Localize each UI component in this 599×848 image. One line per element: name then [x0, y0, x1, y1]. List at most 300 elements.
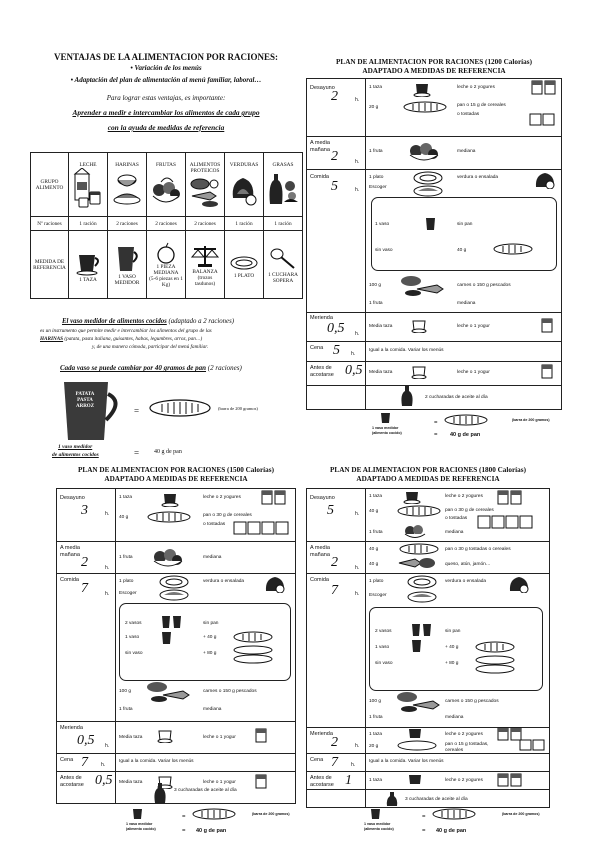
measure-header-label: MEDIDA DE REFERENCIA — [33, 258, 66, 271]
item-igual-comida: Igual a la comida. Variar los menús — [119, 759, 194, 764]
item-leche-yogures: leche o 2 yogures — [445, 494, 483, 499]
item-sin-vaso: sin vaso — [375, 248, 393, 253]
group-verduras-label: VERDURAS — [229, 161, 259, 168]
cup-icon — [161, 491, 181, 507]
plan-1500-panel — [56, 466, 296, 838]
plate-icon — [159, 575, 189, 589]
plan-1200-subtitle: ADAPTADO A MEDIDAS DE REFERENCIA — [362, 67, 506, 75]
meal-desayuno: Desayuno — [310, 85, 335, 91]
cup-icon — [407, 774, 425, 786]
yogurt-icon — [255, 773, 267, 789]
measuring-cup-icon — [370, 808, 382, 820]
vaso-line-3: y, de una manera cómoda, participar del menú familiar. — [92, 344, 208, 350]
hours-unit: h. — [355, 187, 360, 193]
foot-equals-2: = — [434, 432, 438, 438]
meal-comida: Comida — [310, 577, 329, 583]
plan-1800-panel — [306, 466, 550, 838]
foot-pan: 40 g de pan — [436, 828, 467, 834]
oil-bottle-icon — [152, 782, 168, 804]
meal-desayuno-hours: 2 — [331, 89, 338, 104]
hours-unit: h. — [351, 351, 356, 357]
bread-loaf-icon — [233, 631, 273, 643]
meal-comida-hours: 7 — [81, 581, 88, 596]
item-20g: 20 g — [369, 105, 379, 110]
item-1-vaso: 1 vaso — [375, 645, 390, 650]
group-harinas-cell — [108, 153, 147, 217]
foot-equals: = — [434, 420, 438, 426]
foot-vaso-2: (alimento cocido) — [126, 827, 156, 831]
ration-verduras: 1 ración — [225, 217, 264, 231]
measure-cuchara: 1 CUCHARA SOPERA — [268, 271, 298, 284]
hours-unit: h. — [355, 591, 360, 597]
ration-leche: 1 ración — [69, 217, 108, 231]
measuring-cup-icon — [132, 808, 144, 820]
item-media-taza: Media taza — [119, 780, 143, 785]
protein-foods-icon — [145, 681, 191, 703]
ventajas-learn-2: con la ayuda de medidas de referencia — [107, 123, 225, 132]
meal-desayuno-hours: 5 — [327, 503, 334, 518]
row-sep — [307, 385, 561, 386]
meal-media-manana-hours: 2 — [331, 555, 338, 570]
item-pan-tostadas: pan o 30 g tostadas o cereales — [445, 547, 511, 552]
item-plato: 1 plato — [369, 579, 384, 584]
flour-foods-icon — [111, 168, 143, 208]
row-sep — [307, 136, 561, 137]
item-tostadas: o tostadas — [457, 112, 480, 117]
cup-icon — [413, 81, 433, 97]
meal-media-manana: A media mañana — [60, 545, 80, 558]
meal-merienda: Merienda — [60, 725, 83, 731]
vegetables-icon — [263, 573, 287, 593]
item-mediana: mediana — [457, 301, 476, 306]
group-leche-label: LECHE — [79, 161, 97, 168]
measure-taza-cell — [69, 231, 108, 299]
pan-40: 40 g de pan — [154, 449, 182, 455]
vaso-caption-2: de alimentos cocidos — [52, 452, 99, 458]
plan-1800-subtitle: ADAPTADO A MEDIDAS DE REFERENCIA — [356, 475, 500, 483]
foot-vaso-2: (alimento cocido) — [364, 827, 394, 831]
item-40g: 40 g — [369, 547, 379, 552]
item-verdura: verdura o ensalada — [445, 579, 487, 584]
item-2-vasos: 2 vasos — [125, 621, 142, 626]
plan-1500-frame — [56, 488, 296, 804]
yogurt-icon — [531, 79, 557, 95]
measure-header-cell — [31, 231, 69, 299]
meal-antes-acostarse: Antes de acostarse — [310, 365, 334, 378]
item-queso-atun: queso, atún, jamón… — [445, 562, 491, 567]
vaso-line-1: es un instrumento que permite medir e intercambiar los alimentos del grupo de las — [40, 328, 212, 334]
meal-antes-acostarse-hours: 1 — [345, 773, 352, 788]
measure-cuchara-cell — [264, 231, 303, 299]
bread-loaf-icon — [475, 641, 515, 653]
hours-unit: h. — [355, 565, 360, 571]
plate-icon — [413, 171, 443, 185]
rations-header: Nº raciones — [31, 217, 69, 231]
fruit-basket-icon — [151, 545, 185, 569]
meal-media-manana: A media mañana — [310, 545, 330, 558]
bread-loaf-icon — [444, 414, 488, 426]
meal-comida-hours: 7 — [331, 583, 338, 598]
meal-merienda: Merienda — [310, 731, 333, 737]
fruit-basket-icon — [403, 523, 427, 539]
foot-pan: 40 g de pan — [450, 432, 481, 438]
meal-merienda-hours: 2 — [331, 735, 338, 750]
plan-1200-panel — [306, 58, 562, 444]
meal-antes-acostarse-hours: 0,5 — [345, 363, 363, 378]
bread-loaf-icon — [397, 740, 437, 751]
plan-1200-divider — [365, 79, 366, 409]
yogurt-icon — [261, 489, 287, 505]
ventajas-bullet-1: • Variación de los menús — [130, 64, 202, 72]
plan-1800-frame — [306, 488, 550, 808]
barra-note: (barra de 200 gramos) — [218, 406, 258, 411]
cup-icon — [411, 319, 429, 333]
row-sep — [307, 771, 549, 772]
plate-icon — [159, 589, 189, 601]
hours-unit: h. — [105, 565, 110, 571]
item-taza: 1 taza — [369, 732, 383, 737]
measure-balanza-cell — [186, 231, 225, 299]
item-leche-yogures: leche o 2 yogures — [457, 85, 495, 90]
meal-merienda-hours: 0,5 — [77, 733, 95, 748]
group-verduras-cell — [225, 153, 264, 217]
item-fruta: 1 fruta — [369, 715, 383, 720]
cup-icon — [74, 247, 102, 277]
foot-barra: (barra de 200 gramos) — [502, 812, 540, 816]
row-sep — [307, 169, 561, 170]
hours-unit: h. — [355, 159, 360, 165]
item-fruta: 1 fruta — [369, 301, 383, 306]
item-verdura: verdura o ensalada — [457, 175, 499, 180]
bread-loaf-icon — [147, 511, 191, 523]
item-escoger: Escoger — [119, 591, 137, 596]
bread-loaf-icon — [148, 398, 212, 418]
item-tostadas: o tostadas — [203, 522, 226, 527]
foot-vaso: 1 vaso medidor — [372, 426, 399, 430]
item-aceite: 3 cucharadas de aceite al día — [174, 788, 237, 793]
vaso-title-line — [62, 318, 234, 325]
group-grasas-label: GRASAS — [272, 161, 294, 168]
item-pan-cereales: pan o 15 g de cereales — [457, 103, 506, 108]
meal-merienda: Merienda — [310, 315, 333, 321]
item-plato: 1 plato — [369, 175, 384, 180]
item-taza: 1 taza — [369, 778, 383, 783]
measuring-cup-icon — [411, 639, 423, 653]
item-leche-yogures: leche o 2 yogures — [203, 495, 241, 500]
measure-plato: 1 PLATO — [233, 272, 255, 279]
ventajas-title: VENTAJAS DE LA ALIMENTACION POR RACIONES: — [54, 52, 278, 62]
cada-vaso: Cada vaso se puede cambiar por 40 gramos de pan — [60, 364, 207, 372]
measure-vaso-cell — [108, 231, 147, 299]
bread-loaf-icon — [192, 808, 236, 820]
item-100g: 100 g — [119, 689, 132, 694]
plan-1500-divider — [115, 489, 116, 803]
item-leche-yogur: leche o 1 yogur — [457, 324, 490, 329]
item-taza: 1 taza — [369, 494, 383, 499]
meal-antes-acostarse: Antes de acostarse — [310, 775, 334, 788]
meal-media-manana: A media mañana — [310, 140, 330, 153]
row-sep — [307, 789, 549, 790]
plate-icon — [407, 575, 437, 589]
meal-merienda-hours: 0,5 — [327, 321, 345, 336]
vegetables-icon — [227, 168, 261, 208]
item-media-taza: Media taza — [119, 735, 143, 740]
item-aceite: 3 cucharadas de aceite al día — [405, 797, 468, 802]
item-plato: 1 plato — [119, 579, 134, 584]
hours-unit: h. — [355, 97, 360, 103]
toast-icon — [233, 521, 291, 535]
item-100g: 100 g — [369, 699, 382, 704]
row-sep — [307, 753, 549, 754]
vaso-harinas-list: (patata, pasta italiana, guisantes, habas, legumbres, arroz, pan…) — [63, 336, 203, 342]
bread-loaf-icon — [493, 243, 533, 255]
item-mediana: mediana — [445, 530, 464, 535]
item-cereales: cereales — [445, 748, 464, 753]
foot-equals: = — [422, 814, 426, 820]
item-leche-yogur: leche o 1 yogur — [203, 735, 236, 740]
yogurt-icon — [497, 489, 523, 505]
plan-1800-title: PLAN DE ALIMENTACION POR RACIONES (1800 Calorías) — [330, 466, 526, 474]
measure-balanza-note: (trozos tasdunos) — [194, 274, 216, 287]
item-mas-80g: + 80 g — [203, 651, 217, 656]
yogurt-icon — [497, 773, 523, 787]
item-mas-40g: + 40 g — [203, 635, 217, 640]
item-mediana: mediana — [203, 707, 222, 712]
measuring-cup-icon — [161, 631, 173, 645]
cada-vaso-note: (2 raciones) — [206, 364, 242, 372]
item-pan-cereales: pan o 30 g de cereales — [445, 508, 494, 513]
foot-vaso: 1 vaso medidor — [126, 822, 153, 826]
ventajas-bullet-2: • Adaptación del plan de alimentación al menú familiar, laboral… — [70, 76, 262, 84]
group-harinas-label: HARINAS — [115, 161, 139, 168]
item-20g: 20 g — [369, 744, 379, 749]
item-fruta: 1 fruta — [369, 149, 383, 154]
row-sep — [57, 541, 295, 542]
item-tostadas: o tostadas — [445, 516, 468, 521]
measure-pieza-note: (5-6 piezas en 1 Kg) — [149, 275, 183, 288]
food-group-table — [30, 152, 303, 299]
meal-cena-hours: 7 — [331, 755, 338, 770]
meal-media-manana-hours: 2 — [81, 555, 88, 570]
item-sin-pan: sin pan — [445, 629, 461, 634]
item-leche-yogur: leche o 1 yogur — [203, 780, 236, 785]
measuring-cup-icon — [161, 615, 183, 629]
fruit-basket-icon — [407, 139, 441, 163]
hours-unit: h. — [105, 743, 110, 749]
row-sep — [57, 753, 295, 754]
row-sep — [57, 721, 295, 722]
item-pan-tostadas: pan o 15 g tostadas, — [445, 742, 489, 747]
foot-barra: (barra de 200 gramos) — [252, 812, 290, 816]
vaso-title-note: (adaptado a 2 raciones) — [166, 318, 234, 325]
milk-carton-icon — [73, 168, 103, 208]
item-100g: 100 g — [369, 283, 382, 288]
row-sep — [307, 312, 561, 313]
group-grasas-cell — [264, 153, 303, 217]
meal-comida-hours: 5 — [331, 179, 338, 194]
hours-unit: h. — [355, 511, 360, 517]
row-sep — [307, 341, 561, 342]
plan-1200-frame — [306, 78, 562, 410]
measuring-cup-large-icon — [60, 380, 126, 442]
equals-sign: = — [134, 406, 140, 416]
item-fruta: 1 fruta — [119, 555, 133, 560]
item-escoger: Escoger — [369, 593, 387, 598]
foot-vaso-2: (alimento cocido) — [372, 431, 402, 435]
hours-unit: h. — [355, 743, 360, 749]
item-leche-yogures: leche o 2 yogures — [445, 732, 483, 737]
hours-unit: h. — [351, 762, 356, 768]
plate-icon — [413, 185, 443, 197]
group-proteicos-cell — [186, 153, 225, 217]
scale-icon — [190, 243, 220, 269]
meal-cena: Cena — [310, 345, 324, 351]
bread-loaf-icon — [233, 645, 273, 665]
plan-1500-title: PLAN DE ALIMENTACION POR RACIONES (1500 Calorías) — [78, 466, 274, 474]
row-sep — [57, 771, 295, 772]
item-40g: 40 g — [119, 515, 129, 520]
group-header-label: GRUPO ALIMENTO — [35, 178, 64, 191]
group-frutas-cell — [147, 153, 186, 217]
item-taza: 1 taza — [119, 495, 133, 500]
meal-desayuno: Desayuno — [310, 495, 335, 501]
item-40g: 40 g — [369, 562, 379, 567]
measuring-cup-icon — [380, 412, 392, 424]
measure-plato-cell — [225, 231, 264, 299]
item-taza: 1 taza — [369, 85, 383, 90]
yogurt-icon — [255, 727, 267, 743]
foot-barra: (barra de 200 gramos) — [512, 418, 550, 422]
meal-cena: Cena — [310, 757, 324, 763]
measure-taza: 1 TAZA — [79, 276, 97, 283]
oil-bottle-icon — [399, 385, 415, 407]
group-proteicos-label: ALIMENTOS PROTEICOS — [189, 161, 221, 174]
foot-pan: 40 g de pan — [196, 828, 227, 834]
measure-pieza-cell — [147, 231, 186, 299]
item-leche-yogur: leche o 1 yogur — [457, 370, 490, 375]
bread-loaf-icon — [432, 808, 476, 820]
item-pan-cereales: pan o 30 g de cereales — [203, 513, 252, 518]
vaso-line-2 — [40, 336, 202, 342]
protein-foods-icon — [395, 691, 441, 713]
row-sep — [307, 541, 549, 542]
row-sep — [307, 361, 561, 362]
vegetables-icon — [507, 573, 531, 593]
meal-comida: Comida — [60, 577, 79, 583]
ventajas-panel — [22, 52, 310, 462]
fruit-basket-icon — [149, 168, 183, 208]
ration-proteicos: 2 raciones — [186, 217, 225, 231]
item-leche-yogures: leche o 2 yogures — [445, 778, 483, 783]
bread-loaf-icon — [399, 543, 439, 555]
item-mediana: mediana — [203, 555, 222, 560]
item-40g: 40 g — [369, 509, 379, 514]
toast-icon — [529, 113, 555, 127]
ration-harinas: 2 raciones — [108, 217, 147, 231]
toast-icon — [477, 515, 535, 529]
plan-1200-title: PLAN DE ALIMENTACION POR RACIONES (1200 Calorías) — [336, 58, 532, 66]
measure-pieza: 1 PIEZA MEDIANA — [153, 263, 179, 276]
item-mas-80g: + 80 g — [445, 661, 459, 666]
plan-1500-subtitle: ADAPTADO A MEDIDAS DE REFERENCIA — [104, 475, 248, 483]
plan-1800-divider — [365, 489, 366, 807]
measuring-cup-icon — [411, 623, 433, 637]
item-mas-40g: + 40 g — [445, 645, 459, 650]
hours-unit: h. — [355, 331, 360, 337]
cup-icon — [411, 365, 429, 379]
equals-sign-2: = — [134, 448, 140, 458]
item-vaso: 1 vaso — [375, 222, 390, 227]
protein-foods-icon — [399, 275, 445, 297]
spoon-icon — [268, 246, 298, 272]
item-sin-pan: sin pan — [457, 222, 473, 227]
apple-icon — [152, 242, 180, 264]
foot-vaso: 1 vaso medidor — [364, 822, 391, 826]
measure-balanza: BALANZA — [192, 268, 218, 275]
item-fruta: 1 fruta — [369, 530, 383, 535]
vaso-caption-1: 1 vaso medidor — [58, 444, 93, 450]
foot-equals: = — [182, 814, 186, 820]
row-sep — [57, 573, 295, 574]
yogurt-icon — [541, 317, 553, 333]
plate-icon — [229, 251, 259, 273]
item-mediana: mediana — [445, 715, 464, 720]
item-40g: 40 g — [457, 248, 467, 253]
vaso-harinas: HARINAS — [40, 336, 64, 342]
item-fruta: 1 fruta — [119, 707, 133, 712]
meal-antes-acostarse-hours: 0,5 — [95, 773, 113, 788]
bread-loaf-icon — [397, 505, 441, 517]
item-sin-vaso: sin vaso — [375, 661, 393, 666]
meal-cena-hours: 5 — [333, 343, 340, 358]
toast-icon — [519, 739, 545, 751]
meal-antes-acostarse: Antes de acostarse — [60, 775, 84, 788]
cada-vaso-line — [60, 364, 242, 372]
meal-cena-hours: 7 — [81, 755, 88, 770]
item-2-vasos: 2 vasos — [375, 629, 392, 634]
cup-icon — [403, 490, 423, 504]
item-mediana: mediana — [457, 149, 476, 154]
group-header-cell — [31, 153, 69, 217]
meal-cena: Cena — [60, 757, 74, 763]
item-carnes: carnes o 150 g pescados — [445, 699, 499, 704]
ventajas-intro: Para lograr estas ventajas, es importante: — [106, 94, 226, 102]
measuring-cup-icon — [113, 244, 141, 274]
cup-icon — [407, 728, 425, 740]
item-verdura: verdura o ensalada — [203, 579, 245, 584]
oil-bottle-icon — [385, 791, 399, 807]
vaso-title: El vaso medidor de alimentos cocidos — [62, 318, 167, 325]
item-aceite: 2 cucharadas de aceite al día — [425, 395, 488, 400]
group-leche-cell — [69, 153, 108, 217]
group-frutas-label: FRUTAS — [156, 161, 176, 168]
hours-unit: h. — [101, 762, 106, 768]
foot-equals-2: = — [422, 828, 426, 834]
ration-frutas: 2 raciones — [147, 217, 186, 231]
item-sin-vaso: sin vaso — [125, 651, 143, 656]
item-carnes: carnes o 150 g pescados — [203, 689, 257, 694]
foot-equals-2: = — [182, 828, 186, 834]
item-media-taza: Media taza — [369, 324, 393, 329]
meal-comida: Comida — [310, 174, 329, 180]
meal-desayuno-hours: 3 — [81, 503, 88, 518]
hours-unit: h. — [105, 591, 110, 597]
hours-unit: h. — [105, 511, 110, 517]
yogurt-icon — [541, 363, 553, 379]
item-carnes: carnes o 150 g pescados — [457, 283, 511, 288]
choice-box — [371, 197, 557, 271]
item-igual-comida: Igual a la comida. Variar los menús — [369, 348, 444, 353]
